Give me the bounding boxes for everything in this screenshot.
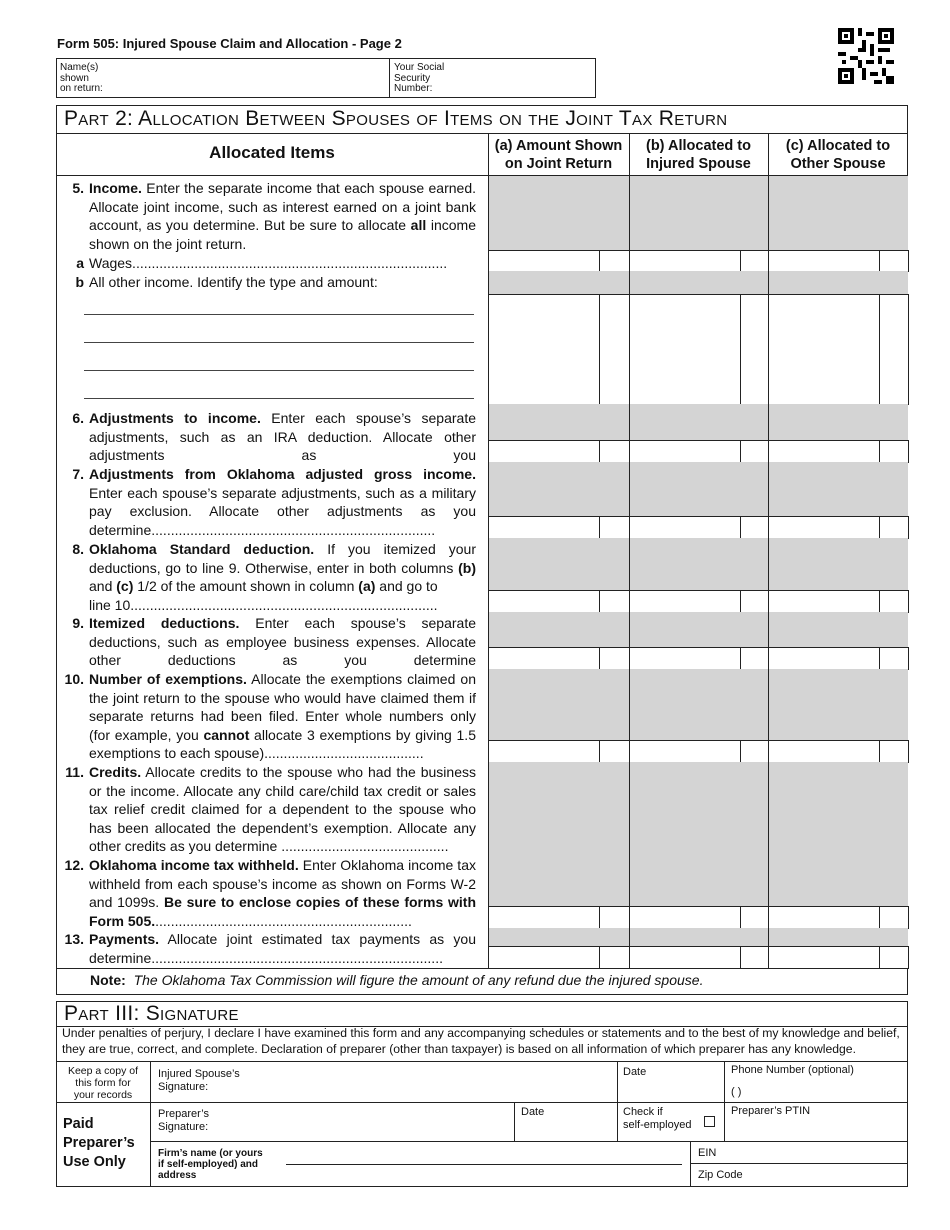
shaded-area xyxy=(768,762,908,853)
shaded-area xyxy=(488,271,629,294)
shaded-area xyxy=(768,853,908,906)
note: Note: The Oklahoma Tax Commission will figure the amount of any refund due the injured spouse. xyxy=(90,972,704,988)
ssn-input[interactable] xyxy=(447,59,595,97)
self-employed-label: Check if self-employed xyxy=(623,1106,692,1131)
line-7-col-c-input[interactable] xyxy=(768,516,909,539)
line-8-col-a-input[interactable] xyxy=(488,590,630,613)
line-13-col-b-input[interactable] xyxy=(629,946,769,969)
line-5b: b All other income. Identify the type and amount: xyxy=(75,274,378,290)
other-income-line-2[interactable] xyxy=(84,342,474,343)
line-11: 11. Credits. Allocate credits to the spouse who had the business or the income. Allocate any child care/child tax credit or sales tax relief credit claimed for a dependent to the spouse who has been allocated the dependent’s exemption. Allocate any other credits as you determine ........................................... xyxy=(65,764,476,855)
shaded-area xyxy=(488,853,629,906)
phone-field[interactable]: ( ) xyxy=(731,1086,742,1098)
shaded-area xyxy=(488,669,629,740)
shaded-area xyxy=(768,928,908,946)
names-input[interactable] xyxy=(61,59,387,97)
line-10-col-b-input[interactable] xyxy=(629,740,769,763)
date-label: Date xyxy=(623,1066,647,1078)
shaded-area xyxy=(488,538,629,590)
line-12-col-b-input[interactable] xyxy=(629,906,769,929)
part2-title: Part 2: Allocation Between Spouses of Items on the Joint Tax Return xyxy=(64,107,728,130)
line-12: 12. Oklahoma income tax withheld. Enter Oklahoma income tax withheld from each spouse’s income as shown on Forms W-2 and 1099s. Be sure to enclose copies of these forms with Form 505................................................................... xyxy=(64,857,476,929)
line-5a-col-b-input[interactable] xyxy=(629,250,769,272)
perjury-statement: Under penalties of perjury, I declare I have examined this form and any accompanying schedules or statements and to the best of my knowledge and belief, they are true, correct, and complete. Declaration of preparer (other than taxpayer) is based on all information of which preparer has any knowledge. xyxy=(62,1026,900,1056)
qr-code-icon xyxy=(838,28,894,84)
line-8-col-c-input[interactable] xyxy=(768,590,909,613)
ein-label: EIN xyxy=(698,1147,717,1159)
shaded-area xyxy=(768,538,908,590)
line-5a: a Wages................................................................................. xyxy=(76,255,448,271)
col-c-header: (c) Allocated to Other Spouse xyxy=(785,138,891,172)
line-6-col-a-input[interactable] xyxy=(488,440,630,463)
line-10: 10. Number of exemptions. Allocate the exemptions claimed on the joint return to the spouse who would have claimed them if separate returns had been filed. Enter whole numbers only (for example, you cannot allocate 3 exemptions by giving 1.5 exemptions to each spouse)......................................... xyxy=(64,671,476,762)
line-10-col-a-input[interactable] xyxy=(488,740,630,763)
date2-label: Date xyxy=(521,1106,545,1118)
shaded-area xyxy=(629,271,768,294)
line-12-col-a-input[interactable] xyxy=(488,906,630,929)
line-8: 8. Oklahoma Standard deduction. If you itemized your deductions, go to line 9. Otherwise, enter in both columns (b) and (c) 1/2 of the amount shown in column (a) and go to line 10............................................................................... xyxy=(72,541,476,613)
shaded-area xyxy=(629,669,768,740)
allocated-items-header: Allocated Items xyxy=(209,143,335,162)
ptin-field[interactable] xyxy=(725,1103,907,1141)
col-b-header: (b) Allocated to Injured Spouse xyxy=(646,138,751,172)
line-5a-col-a-input[interactable] xyxy=(488,250,630,272)
shaded-area xyxy=(629,612,768,647)
line-10-col-c-input[interactable] xyxy=(768,740,909,763)
col-a-header: (a) Amount Shown on Joint Return xyxy=(494,138,623,172)
line-5b-col-c-input[interactable] xyxy=(768,294,909,405)
line-5b-col-b-input[interactable] xyxy=(629,294,769,405)
part3-title: Part III: Signature xyxy=(64,1002,239,1025)
shaded-area xyxy=(629,538,768,590)
line-9-col-b-input[interactable] xyxy=(629,647,769,670)
line-9: 9. Itemized deductions. Enter each spouse’s separate deductions, such as employee business expenses. Allocate other deductions as you determine xyxy=(72,615,476,669)
preparer-signature-field[interactable] xyxy=(151,1103,513,1141)
line-13-col-c-input[interactable] xyxy=(768,946,909,969)
firm-field[interactable] xyxy=(286,1164,682,1165)
shaded-area xyxy=(768,462,908,516)
line-7-col-a-input[interactable] xyxy=(488,516,630,539)
line-13: 13. Payments. Allocate joint estimated tax payments as you determine........................................................................... xyxy=(64,931,476,966)
injured-signature-field[interactable] xyxy=(151,1062,616,1102)
line-5a-col-c-input[interactable] xyxy=(768,250,909,272)
preparer-signature-label: Preparer’s Signature: xyxy=(158,1108,209,1133)
line-7: 7. Adjustments from Oklahoma adjusted gross income. Enter each spouse’s separate adjustments, such as a military pay exclusion. Allocate other adjustments as you determine......................................................................... xyxy=(72,466,476,538)
phone-label: Phone Number (optional) xyxy=(731,1064,854,1076)
line-9-col-a-input[interactable] xyxy=(488,647,630,670)
shaded-area xyxy=(488,176,629,250)
shaded-area xyxy=(768,612,908,647)
signature-date-field[interactable] xyxy=(618,1062,723,1102)
line-12-col-c-input[interactable] xyxy=(768,906,909,929)
line-6-col-b-input[interactable] xyxy=(629,440,769,463)
other-income-line-1[interactable] xyxy=(84,314,474,315)
shaded-area xyxy=(488,462,629,516)
self-employed-checkbox[interactable] xyxy=(704,1116,715,1127)
other-income-line-4[interactable] xyxy=(84,398,474,399)
name-ssn-box xyxy=(56,58,596,98)
shaded-area xyxy=(768,669,908,740)
shaded-area xyxy=(488,404,629,440)
keep-copy-note: Keep a copy of this form for your records xyxy=(67,1065,139,1101)
shaded-area xyxy=(488,762,629,853)
injured-signature-label: Injured Spouse’s Signature: xyxy=(158,1068,240,1093)
names-label: Name(s) shown on return: xyxy=(60,62,103,94)
line-6-col-c-input[interactable] xyxy=(768,440,909,463)
shaded-area xyxy=(629,853,768,906)
form-title: Form 505: Injured Spouse Claim and Allocation - Page 2 xyxy=(57,36,402,51)
shaded-area xyxy=(768,404,908,440)
shaded-area xyxy=(629,462,768,516)
shaded-area xyxy=(768,176,908,250)
shaded-area xyxy=(629,404,768,440)
line-5: 5. Income. Enter the separate income that each spouse earned. Allocate joint income, such as interest earned on a joint bank account, as you determine. But be sure to allocate all income shown on the joint return. xyxy=(72,180,476,252)
shaded-area xyxy=(488,612,629,647)
firm-label: Firm’s name (or yours if self-employed) and address xyxy=(158,1148,263,1181)
line-7-col-b-input[interactable] xyxy=(629,516,769,539)
other-income-line-3[interactable] xyxy=(84,370,474,371)
shaded-area xyxy=(629,762,768,853)
line-5b-col-a-input[interactable] xyxy=(488,294,630,405)
line-6: 6. Adjustments to income. Enter each spouse’s separate adjustments, such as an IRA deduction. Allocate other adjustments as you xyxy=(72,410,476,464)
zip-label: Zip Code xyxy=(698,1169,743,1181)
shaded-area xyxy=(629,928,768,946)
ssn-label: Your Social Security Number: xyxy=(394,62,445,94)
line-9-col-c-input[interactable] xyxy=(768,647,909,670)
paid-preparer-label: Paid Preparer’s Use Only xyxy=(63,1116,135,1170)
shaded-area xyxy=(768,271,908,294)
ptin-label: Preparer’s PTIN xyxy=(731,1105,811,1117)
preparer-date-field[interactable] xyxy=(515,1103,616,1141)
line-8-col-b-input[interactable] xyxy=(629,590,769,613)
shaded-area xyxy=(488,928,629,946)
shaded-area xyxy=(629,176,768,250)
line-13-col-a-input[interactable] xyxy=(488,946,630,969)
